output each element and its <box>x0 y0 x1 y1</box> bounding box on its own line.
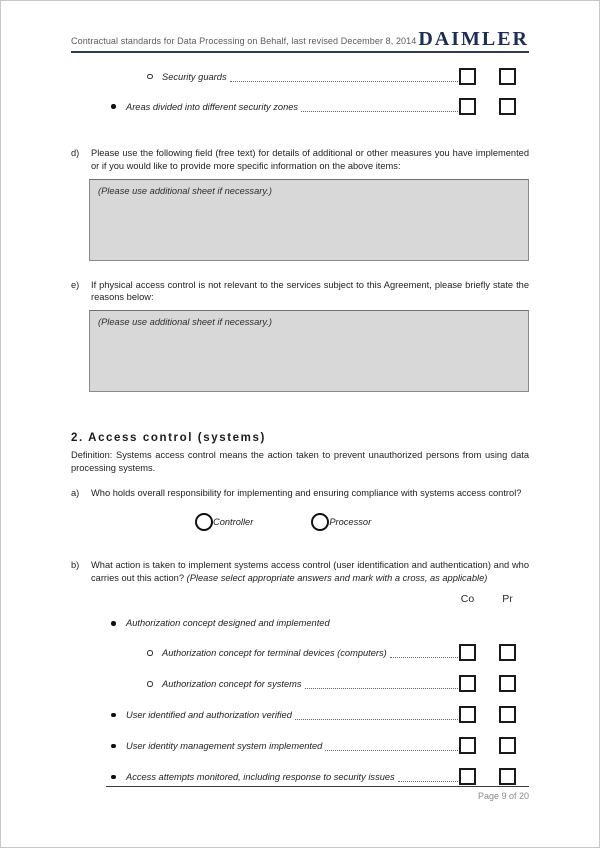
checklist-item-security-zones <box>111 98 529 115</box>
checklist-item-access-attempts <box>111 768 529 785</box>
question-letter: d) <box>71 148 80 158</box>
section-2-heading: 2. Access control (systems) <box>71 432 266 445</box>
disc-bullet <box>111 104 126 109</box>
filled-bullet-icon <box>111 775 116 780</box>
systems-access-checklist <box>111 618 529 785</box>
checklist-item-terminal-devices <box>111 644 529 661</box>
filled-bullet-icon <box>111 621 116 626</box>
filled-bullet-icon <box>111 713 116 718</box>
checklist-item-authorization-concept <box>111 618 529 628</box>
checkbox-column-headers <box>71 593 529 605</box>
checklist-item-label: Areas divided into different security zones <box>126 101 299 112</box>
filled-bullet-icon <box>111 104 116 109</box>
footer-rule <box>106 786 529 787</box>
pr-checkbox[interactable] <box>499 706 516 723</box>
dotted-leader <box>398 771 458 782</box>
question-note-italic: (Please select appropriate answers and mark with a cross, as applicable) <box>186 572 488 583</box>
co-checkbox[interactable] <box>459 644 476 661</box>
question-body <box>91 559 529 585</box>
checklist-item-label: User identified and authorization verified <box>126 709 292 720</box>
radio-label: Controller <box>213 516 254 527</box>
dotted-leader <box>325 740 458 751</box>
question-body <box>91 279 529 393</box>
co-checkbox[interactable] <box>459 675 476 692</box>
circle-bullet <box>147 681 162 687</box>
header-rule <box>71 51 529 53</box>
dotted-leader <box>301 101 458 112</box>
responsibility-radio-group <box>195 513 529 531</box>
pr-checkbox[interactable] <box>499 737 516 754</box>
co-checkbox[interactable] <box>459 768 476 785</box>
field-note: (Please use additional sheet if necessary.) <box>98 317 272 328</box>
page-number: Page 9 of 20 <box>477 791 529 801</box>
free-text-field-e[interactable] <box>89 310 529 392</box>
dotted-leader <box>390 647 458 658</box>
question-d <box>71 147 529 261</box>
checklist-item-label: Authorization concept for systems <box>162 678 302 689</box>
radio-label: Processor <box>329 516 372 527</box>
pr-checkbox[interactable] <box>499 768 516 785</box>
checklist-item-label: Authorization concept for terminal devices (computers) <box>162 647 387 658</box>
radio-option-controller[interactable] <box>195 513 253 531</box>
daimler-logo: DAIMLER <box>418 28 529 50</box>
question-e <box>71 279 529 393</box>
disc-bullet <box>111 775 126 780</box>
free-text-field-d[interactable] <box>89 179 529 261</box>
column-header-co: Co <box>460 593 475 606</box>
checklist-item-identity-management <box>111 737 529 754</box>
question-text: What action is taken to implement systems access control (user identification and authentication) and who carries out this action? <box>91 559 529 583</box>
checklist-item-label: Authorization concept designed and implemented <box>126 618 330 629</box>
question-text: Please use the following field (free text) for details of additional or other measures you have implemented or if you would like to provide more specific information on the above items: <box>91 148 529 171</box>
section-2-definition: Definition: Systems access control means the action taken to prevent unauthorized persons from using data processing systems. <box>71 450 529 474</box>
disc-bullet <box>111 621 126 626</box>
open-bullet-icon <box>147 681 153 687</box>
pr-checkbox[interactable] <box>499 644 516 661</box>
checklist-item-security-guards <box>111 68 529 85</box>
pr-checkbox[interactable] <box>499 675 516 692</box>
question-letter: b) <box>71 559 80 570</box>
dotted-leader <box>305 678 458 689</box>
disc-bullet <box>111 744 126 749</box>
co-checkbox[interactable] <box>459 737 476 754</box>
field-note: (Please use additional sheet if necessary.) <box>98 185 272 196</box>
pr-checkbox[interactable] <box>499 68 516 85</box>
physical-access-checklist <box>111 68 529 115</box>
radio-button-icon[interactable] <box>195 513 213 531</box>
header-title: Contractual standards for Data Processing on Behalf, last revised December 8, 2014 <box>71 36 417 46</box>
disc-bullet <box>111 713 126 718</box>
radio-option-processor[interactable] <box>311 513 371 531</box>
checklist-item-label: User identity management system implemented <box>126 740 323 751</box>
radio-button-icon[interactable] <box>311 513 329 531</box>
question-letter: e) <box>71 279 80 290</box>
question-a <box>71 487 529 500</box>
checklist-item-label: Security guards <box>162 71 227 82</box>
checklist-item-user-identified <box>111 706 529 723</box>
dotted-leader <box>295 709 458 720</box>
question-body <box>91 147 529 261</box>
co-checkbox[interactable] <box>459 98 476 115</box>
column-header-pr: Pr <box>502 593 513 606</box>
checklist-item-concept-systems <box>111 675 529 692</box>
page-header <box>71 29 529 49</box>
circle-bullet <box>147 74 162 80</box>
question-text: If physical access control is not relevant to the services subject to this Agreement, please briefly state the reasons below: <box>91 279 529 303</box>
circle-bullet <box>147 650 162 656</box>
question-text: Who holds overall responsibility for implementing and ensuring compliance with systems access control? <box>91 487 522 498</box>
question-letter: a) <box>71 487 80 498</box>
open-bullet-icon <box>147 650 153 656</box>
checklist-item-label: Access attempts monitored, including response to security issues <box>126 771 395 782</box>
pr-checkbox[interactable] <box>499 98 516 115</box>
co-checkbox[interactable] <box>459 68 476 85</box>
filled-bullet-icon <box>111 744 116 749</box>
co-checkbox[interactable] <box>459 706 476 723</box>
open-bullet-icon <box>147 74 153 80</box>
dotted-leader <box>230 71 458 82</box>
question-b <box>71 559 529 585</box>
